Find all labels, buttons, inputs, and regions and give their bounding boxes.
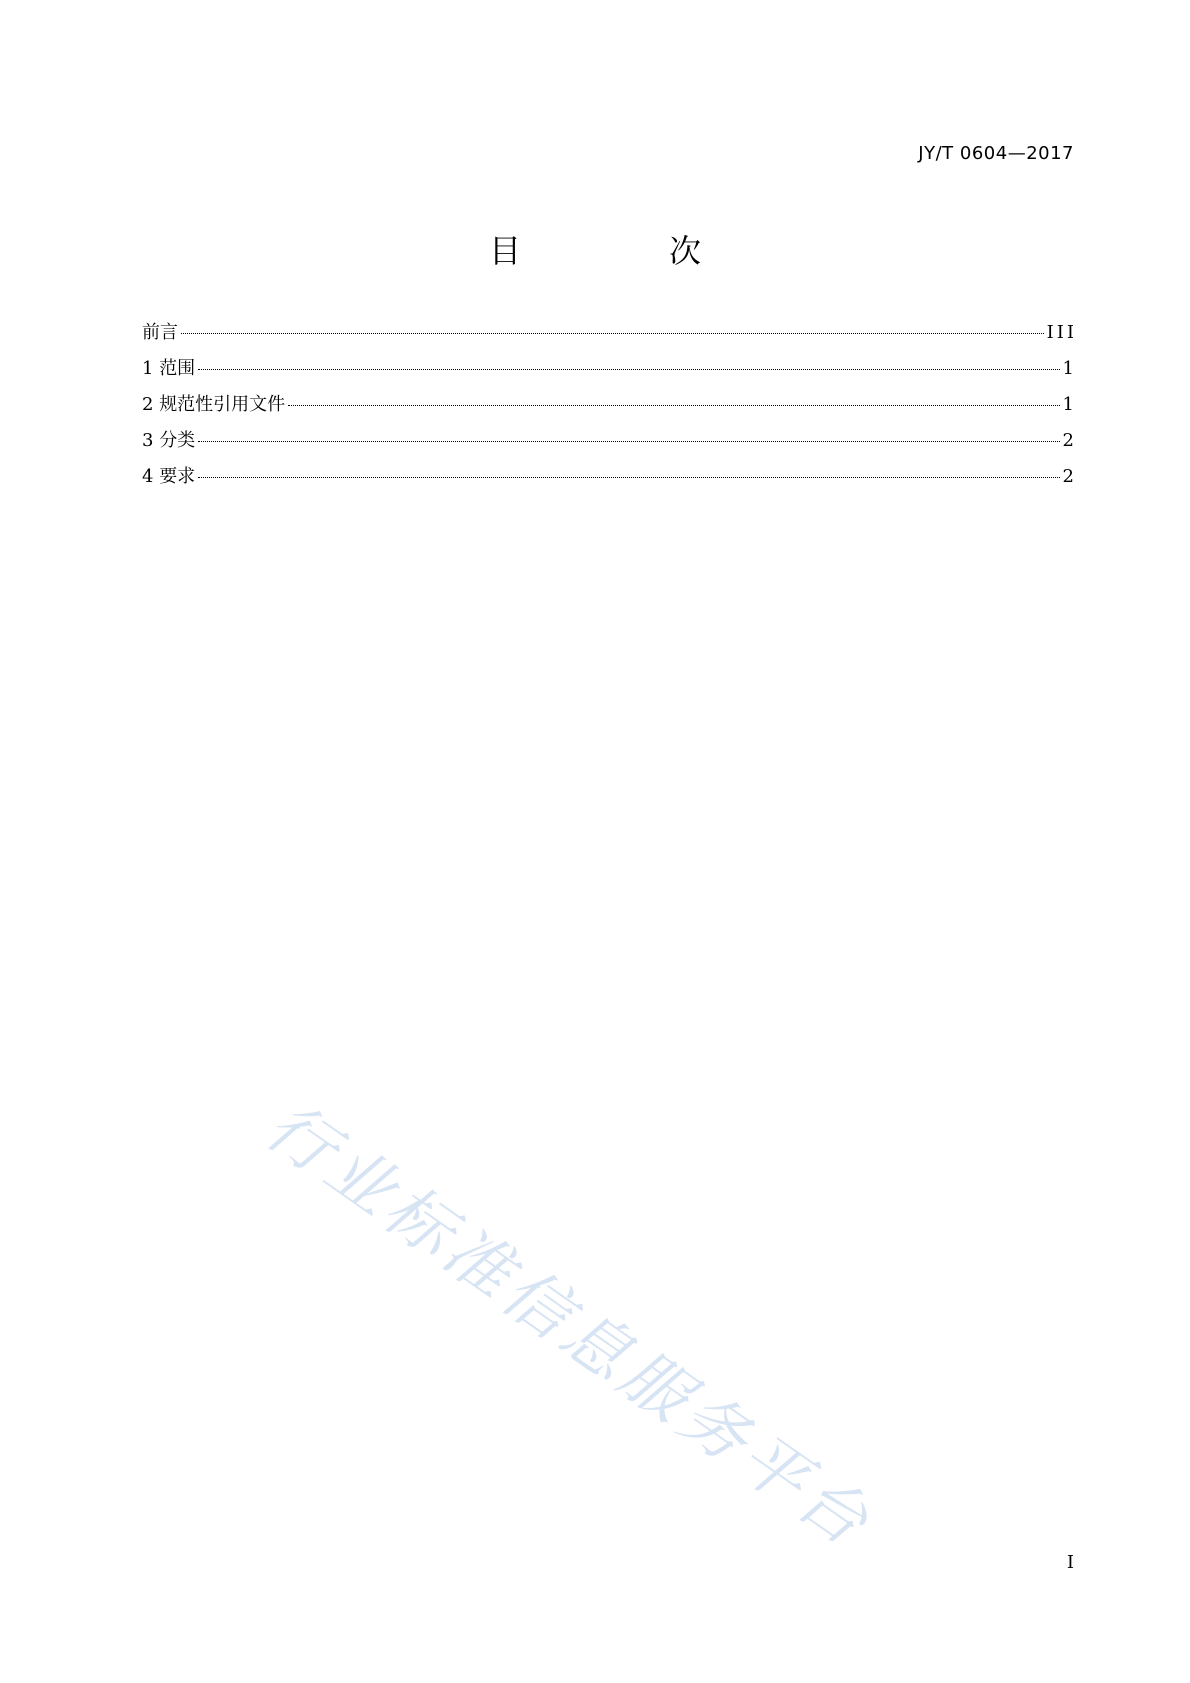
toc-leader-dots xyxy=(198,369,1059,370)
toc-leader-dots xyxy=(198,477,1059,478)
page-number: I xyxy=(1066,1552,1074,1573)
standard-code: JY/T 0604—2017 xyxy=(918,143,1074,164)
table-of-contents xyxy=(142,318,1077,498)
toc-entry-page: 1 xyxy=(1062,394,1077,415)
toc-entry-number: 4 xyxy=(142,466,160,487)
toc-entry-page: 2 xyxy=(1062,430,1077,451)
toc-leader-dots xyxy=(198,441,1059,442)
toc-entry-page: 1 xyxy=(1062,358,1077,379)
toc-entry-foreword[interactable] xyxy=(142,318,1077,354)
toc-entry-label: 范围 xyxy=(159,358,196,379)
toc-entry-requirements[interactable] xyxy=(142,462,1077,498)
toc-entry-number: 3 xyxy=(142,430,160,451)
toc-entry-label: 规范性引用文件 xyxy=(159,394,286,415)
toc-entry-label: 前言 xyxy=(142,322,178,343)
toc-entry-classification[interactable] xyxy=(142,426,1077,462)
toc-entry-scope[interactable] xyxy=(142,354,1077,390)
toc-entry-page: 2 xyxy=(1062,466,1077,487)
toc-title: 目 次 xyxy=(488,232,759,270)
toc-leader-dots xyxy=(288,405,1059,406)
toc-entry-label: 分类 xyxy=(159,430,196,451)
toc-entry-normative-references[interactable] xyxy=(142,390,1077,426)
toc-entry-number: 2 xyxy=(142,394,160,415)
toc-entry-label: 要求 xyxy=(159,466,196,487)
toc-leader-dots xyxy=(181,333,1044,334)
toc-entry-number: 1 xyxy=(142,358,160,379)
toc-entry-page: III xyxy=(1046,322,1077,343)
watermark: 行业标准信息服务平台 xyxy=(252,1087,887,1564)
